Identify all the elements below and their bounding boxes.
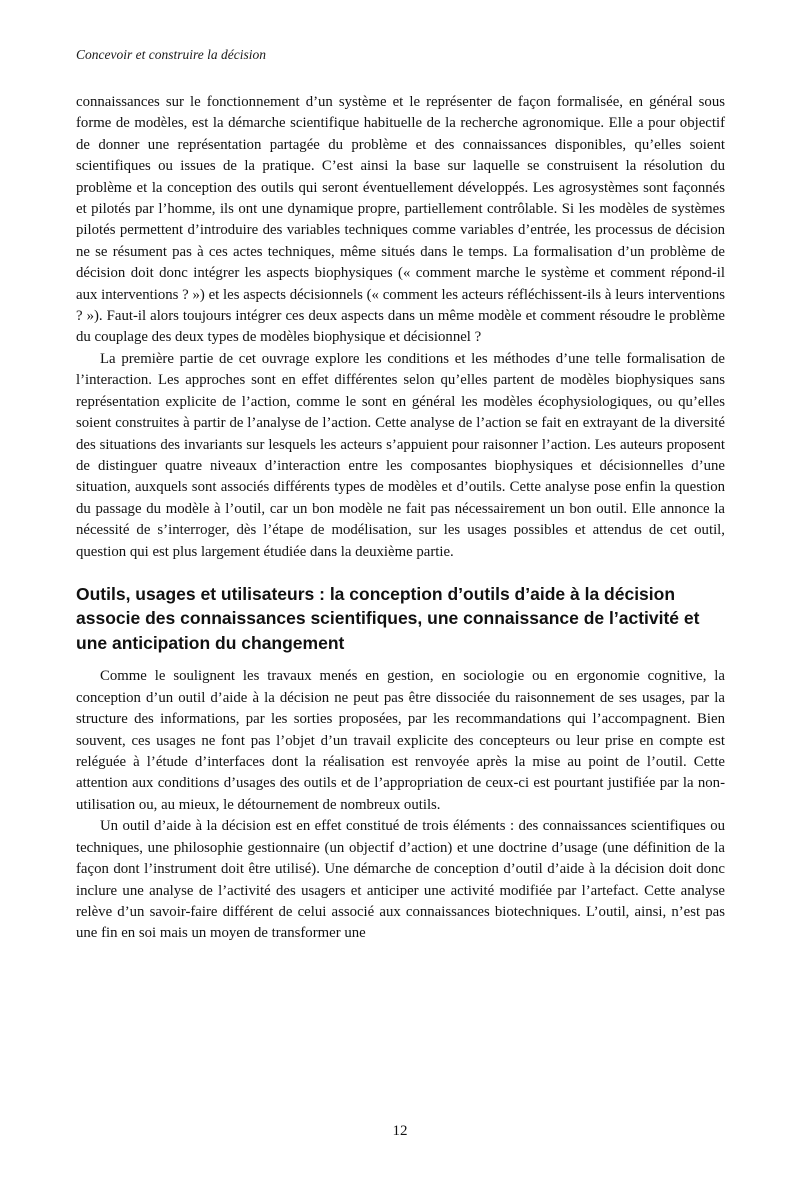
page-body <box>76 92 725 945</box>
section-heading: Outils, usages et utilisateurs : la conception d’outils d’aide à la décision associe des connaissances scientifiques, une connaissance de l’activité et une anticipation du changement <box>76 583 700 653</box>
paragraph: Un outil d’aide à la décision est en effet constitué de trois éléments : des connaissances scientifiques ou techniques, une philosophie gestionnaire (un objectif d’action) et une doctrine d’usage (une définition de la façon dont l’instrument doit être utilisé). Une démarche de conception d’outil d’aide à la décision doit donc inclure une analyse de l’activité des usagers et anticiper une activité modifiée par l’artefact. Cette analyse relève d’un savoir-faire différent de celui associé aux connaissances biotechniques. L’outil, ainsi, n’est pas une fin en soi mais un moyen de transformer une <box>76 818 725 942</box>
paragraph: connaissances sur le fonctionnement d’un système et le représenter de façon formalisée, en général sous forme de modèles, est la démarche scientifique habituelle de la recherche agronomique. Elle a pour objectif de donner une représentation partagée du problème et des connaissances disponibles, qu’elles soient scientifiques ou issues de la pratique. C’est ainsi la base sur laquelle se construisent la résolution du problème et la conception des outils qui seront éventuellement développés. Les agrosystèmes sont façonnés et pilotés par l’homme, ils ont une dynamique propre, partiellement contrôlable. Si les modèles de systèmes pilotés permettent d’introduire des variables techniques comme variables d’entrée, les processus de décision ne se résument pas à ces actes techniques, même situés dans le temps. La formalisation d’un problème de décision doit donc intégrer les aspects biophysiques (« comment marche le système et comment répond-il aux interventions ? ») et les aspects décisionnels (« comment les acteurs réfléchissent-ils à leurs interventions ? »). Faut-il alors toujours intégrer ces deux aspects dans un même modèle et comment résoudre le problème du couplage des deux types de modèles biophysique et décisionnel ? <box>76 94 725 346</box>
paragraph: Comme le soulignent les travaux menés en gestion, en sociologie ou en ergonomie cognitive, la conception d’un outil d’aide à la décision ne peut pas être dissociée du raisonnement de ses usages, par la structure des informations, par les sorties proposées, par les recommandations qui l’accompagnent. Bien souvent, ces usages ne font pas l’objet d’un travail explicite des concepteurs ou leur prise en compte est reléguée à l’étude d’interfaces dont la réalisation est renvoyée après la mise au point de l’outil. Cette attention aux conditions d’usages des outils et de l’appropriation de ceux-ci est pourtant justifiée par la non-utilisation ou, au mieux, le détournement de nombreux outils. <box>76 668 725 813</box>
running-header: Concevoir et construire la décision <box>76 47 266 62</box>
paragraph: La première partie de cet ouvrage explore les conditions et les méthodes d’une telle formalisation de l’interaction. Les approches sont en effet différentes selon qu’elles partent de modèles biophysiques sans représentation explicite de l’action, comme le sont en général les modèles écophysiologiques, ou qu’elles soient construites à partir de l’analyse de l’action. Cette analyse de l’action se fait en extrayant de la diversité des situations des invariants sur lesquels les acteurs s’appuient pour raisonner l’action. Les auteurs proposent de distinguer quatre niveaux d’interaction entre les composantes biophysiques et décisionnelles d’une situation, auxquels sont associés différents types de modèles et d’outils. Cette analyse pose enfin la question du passage du modèle à l’outil, car un bon modèle ne fait pas nécessairement un bon outil. Elle annonce la nécessité de s’interroger, dès l’étape de modélisation, sur les usages possibles et attendus de cet outil, question qui est plus largement étudiée dans la deuxième partie. <box>76 350 725 560</box>
page-number: 12 <box>392 1123 408 1139</box>
